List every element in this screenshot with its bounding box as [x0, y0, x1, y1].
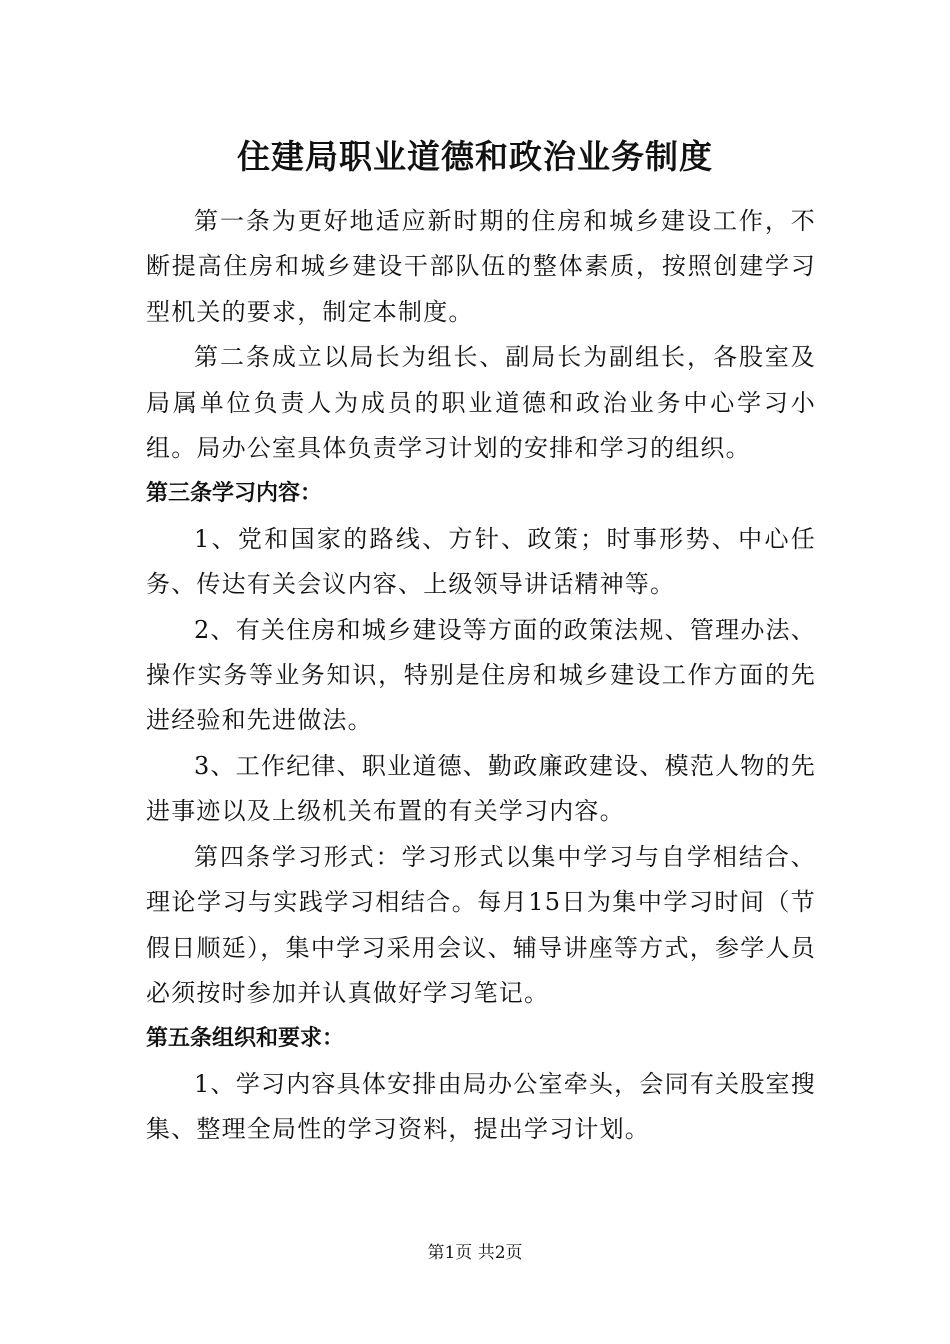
- article-4-paragraph: 第四条学习形式：学习形式以集中学习与自学相结合、理论学习与实践学习相结合。每月15日为集中学习时间（节假日顺延），集中学习采用会议、辅导讲座等方式，参学人员必须按时参加并认真做好学习笔记。: [146, 842, 816, 1007]
- article-3-item-1: 1、党和国家的路线、方针、政策；时事形势、中心任务、传达有关会议内容、上级领导讲话精神等。: [146, 524, 816, 599]
- article-1-paragraph: 第一条为更好地适应新时期的住房和城乡建设工作，不断提高住房和城乡建设干部队伍的整体素质，按照创建学习型机关的要求，制定本制度。: [146, 207, 816, 326]
- document-title: 住建局职业道德和政治业务制度: [237, 137, 713, 176]
- article-3-heading: 第三条学习内容：: [146, 481, 323, 507]
- article-3-item-2: 2、有关住房和城乡建设等方面的政策法规、管理办法、操作实务等业务知识，特别是住房和城乡建设工作方面的先进经验和先进做法。: [146, 615, 816, 735]
- article-2-paragraph: 第二条成立以局长为组长、副局长为副组长，各股室及局属单位负责人为成员的职业道德和政治业务中心学习小组。局办公室具体负责学习计划的安排和学习的组织。: [146, 343, 816, 463]
- page-number-footer: 第1页 共2页: [427, 1243, 523, 1263]
- article-3-item-3: 3、工作纪律、职业道德、勤政廉政建设、模范人物的先进事迹以及上级机关布置的有关学习内容。: [146, 751, 816, 826]
- document-body: [146, 199, 816, 1153]
- article-5-item-1: 1、学习内容具体安排由局办公室牵头，会同有关股室搜集、整理全局性的学习资料，提出学习计划。: [146, 1069, 816, 1144]
- article-5-heading: 第五条组织和要求：: [146, 1026, 345, 1052]
